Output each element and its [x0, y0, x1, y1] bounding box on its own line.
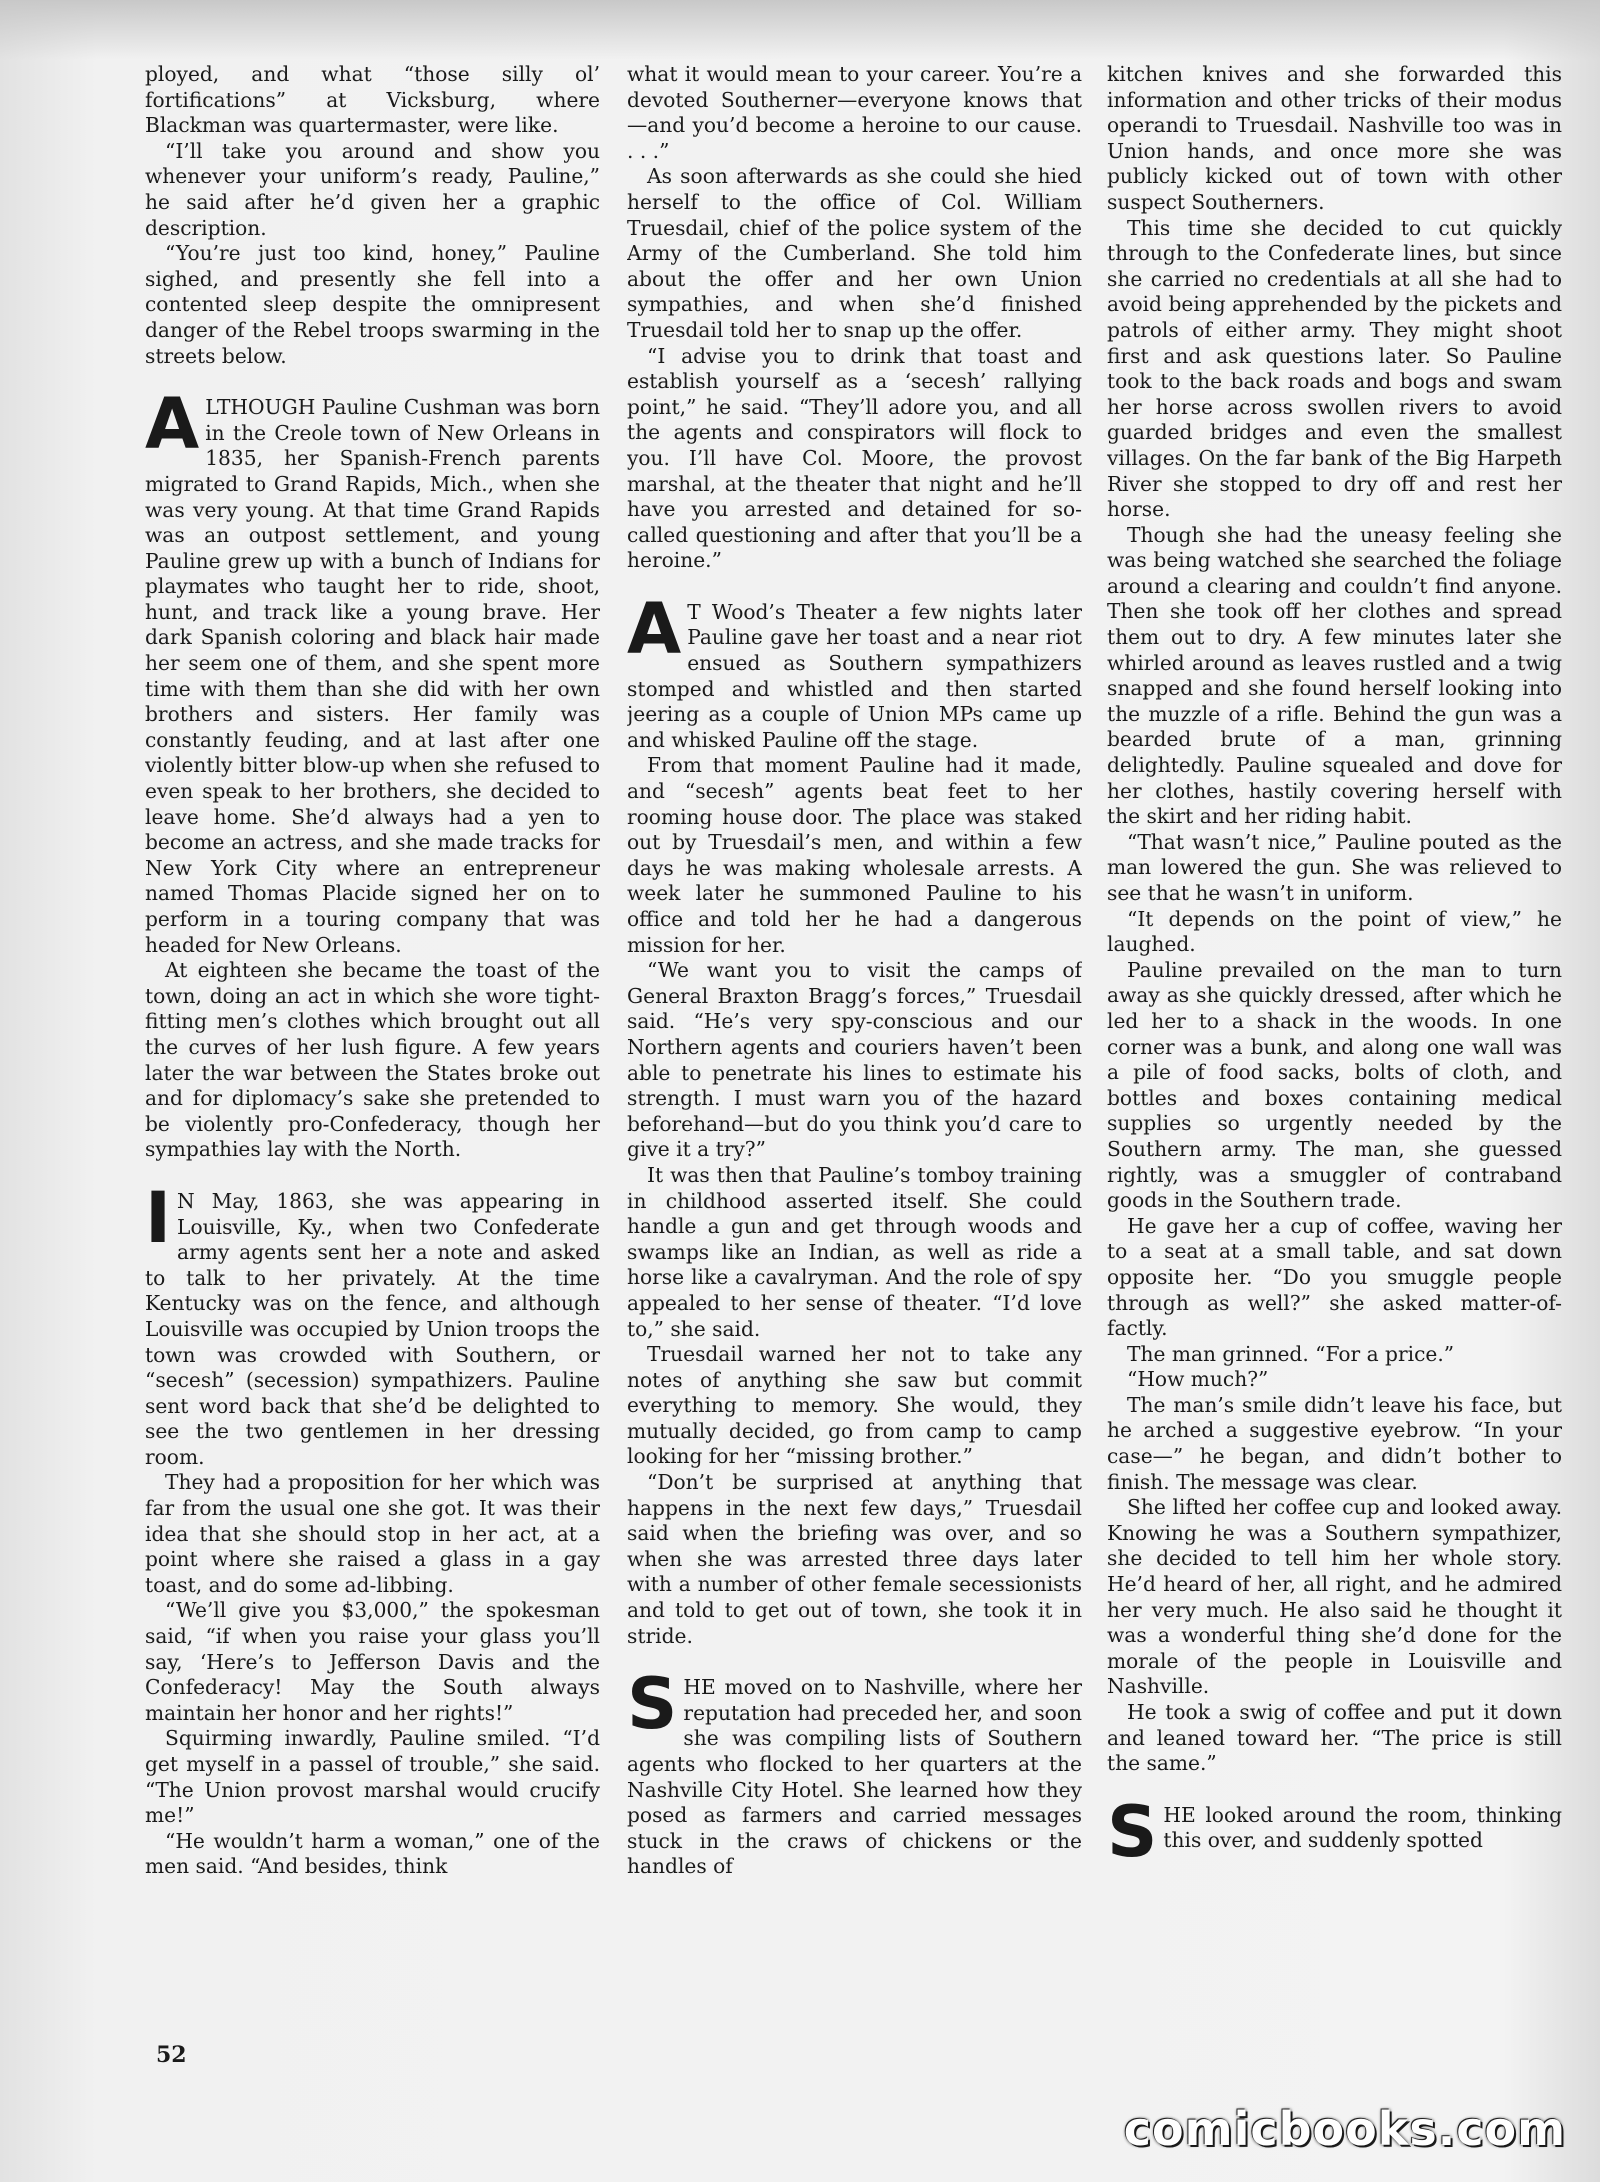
paragraph [627, 587, 1082, 754]
paragraph-text: HE moved on to Nashville, where her reputation had preceded her, and soon she was compiling lists of Southern agents who flocked to her quarters at the Nashville City Hotel. She learned how they posed as farmers and carried messages stuck in the craws of chickens or the handles of [627, 1675, 1082, 1879]
paragraph-text: She lifted her coffee cup and looked away. Knowing he was a Southern sympathizer, she decided to tell him her whole story. He’d heard of her, all right, and he admired her very much. He also said he thought it was a wonderful thing she’d done for the morale of the people in Louisville and Nashville. [1107, 1495, 1562, 1699]
paragraph-text: They had a proposition for her which was far from the usual one she got. It was their idea that she should stop in her act, at a point where she raised a glass in a gay toast, and do some ad-libbing. [145, 1470, 600, 1597]
paragraph [627, 1163, 1082, 1342]
drop-cap: A [145, 383, 200, 466]
page-number: 52 [156, 2042, 187, 2068]
paragraph-text: As soon afterwards as she could she hied herself to the office of Col. William Truesdail, chief of the police system of the Army of the Cumberland. She told him about the offer and her own Union sympathies, and when she’d finished Truesdail told her to snap up the offer. [627, 164, 1082, 342]
text-column-1 [145, 62, 600, 2062]
paragraph-text: T Wood’s Theater a few nights later Pauline gave her toast and a near riot ensued as Southern sympathizers stomped and whistled and then started jeering as a couple of Union MPs came up and whisked Pauline off the stage. [627, 599, 1082, 752]
paragraph [1107, 1495, 1562, 1700]
paragraph-text: The man’s smile didn’t leave his face, but he arched a suggestive eyebrow. “In your case—” he began, and didn’t bother to finish. The message was clear. [1107, 1392, 1562, 1494]
paragraph [627, 1342, 1082, 1470]
paragraph-text: “I’ll take you around and show you whenever your uniform’s ready, Pauline,” he said after he’d given her a graphic description. [145, 138, 600, 240]
paragraph [1107, 1367, 1562, 1393]
paragraph [1107, 1214, 1562, 1342]
drop-cap: S [627, 1663, 678, 1746]
paragraph-text: Though she had the uneasy feeling she was being watched she searched the foliage around a clearing and couldn’t find anyone. Then she took off her clothes and spread them out to dry. A few minutes later she whirled around as leaves rustled and a twig snapped and she found herself looking into the muzzle of a rifle. Behind the gun was a bearded brute of a man, grinning delightedly. Pauline squealed and dove for her clothes, hastily covering herself with the skirt and her riding habit. [1107, 522, 1562, 829]
paragraph [1107, 62, 1562, 216]
paragraph-text: Pauline prevailed on the man to turn away as she quickly dressed, after which he led her to a shack in the woods. In one corner was a bunk, and along one wall was a pile of food sacks, bolts of cloth, and bottles and boxes containing medical supplies so urgently needed by the Southern army. The man, she guessed rightly, was a smuggler of contraband goods in the Southern trade. [1107, 957, 1562, 1213]
paragraph [627, 62, 1082, 164]
paragraph [145, 1598, 600, 1726]
paragraph-text: what it would mean to your career. You’re a devoted Southerner—everyone knows that—and you’d become a heroine to our cause. . . .” [627, 62, 1082, 163]
paragraph-text: kitchen knives and she forwarded this information and other tricks of their modus operandi to Truesdail. Nashville too was in Union hands, and once more she was publicly kicked out of town with other suspect Southerners. [1107, 62, 1562, 214]
paragraph [627, 958, 1082, 1163]
paragraph-text: This time she decided to cut quickly through to the Confederate lines, but since she carried no credentials at all she had to avoid being apprehended by the pickets and patrols of either army. They might shoot first and ask questions later. So Pauline took to the back roads and bogs and swam her horse across swollen rivers to avoid guarded bridges and even the smallest villages. On the far bank of the Big Harpeth River she stopped to dry off and rest her horse. [1107, 215, 1562, 522]
text-column-3 [1107, 62, 1562, 2062]
paragraph-text: It was then that Pauline’s tomboy training in childhood asserted itself. She could handle a gun and get through woods and swamps like an Indian, as well as ride a horse like a cavalryman. And the role of spy appealed to her sense of theater. “I’d love to,” she said. [627, 1162, 1082, 1341]
paragraph [627, 1470, 1082, 1649]
drop-cap: I [145, 1176, 172, 1259]
watermark-logo: comicbooks.com [1123, 2102, 1566, 2156]
paragraph-text: “You’re just too kind, honey,” Pauline sighed, and presently she fell into a contented sleep despite the omnipresent danger of the Rebel troops swarming in the streets below. [145, 241, 600, 368]
paragraph-text: “He wouldn’t harm a woman,” one of the men said. “And besides, think [145, 1828, 600, 1879]
paragraph-text: At eighteen she became the toast of the town, doing an act in which she wore tight-fitting men’s clothes which brought out all the curves of her lush figure. A few years later the war between the States broke out and for diplomacy’s sake she pretended to be violently pro-Confederacy, though her sympathies lay with the North. [145, 958, 600, 1162]
paragraph [1107, 1342, 1562, 1368]
paragraph-text: He gave her a cup of coffee, waving her to a seat at a small table, and sat down opposite her. “Do you smuggle people through as well?” she asked matter-of-factly. [1107, 1213, 1562, 1341]
paragraph-text: Truesdail warned her not to take any notes of anything she saw but commit everything to memory. She would, they mutually decided, go from camp to camp looking for her “missing brother.” [627, 1342, 1082, 1469]
paragraph [627, 1663, 1082, 1880]
paragraph [1107, 907, 1562, 958]
paragraph [627, 753, 1082, 958]
paragraph [1107, 958, 1562, 1214]
paragraph [1107, 1700, 1562, 1777]
paragraph [1107, 1790, 1562, 1873]
paragraph-text: He took a swig of coffee and put it down and leaned toward her. “The price is still the same.” [1107, 1700, 1562, 1776]
paragraph [1107, 523, 1562, 830]
paragraph-text: “Don’t be surprised at anything that happens in the next few days,” Truesdail said when the briefing was over, and so when she was arrested three days later with a number of other female secessionists and told to get out of town, she took it in stride. [627, 1470, 1082, 1648]
paragraph [145, 62, 600, 139]
paragraph-text: “How much?” [1127, 1367, 1269, 1392]
drop-cap: S [1107, 1790, 1158, 1873]
paragraph-text: N May, 1863, she was appearing in Louisville, Ky., when two Confederate army agents sent her a note and asked to talk to her privately. At the time Kentucky was on the fence, and although Louisville was occupied by Union troops the town was crowded with Southern, or “secesh” (secession) sympathizers. Pauline sent word back that she’d be delighted to see the two gentlemen in her dressing room. [145, 1188, 600, 1469]
paragraph [145, 1726, 600, 1828]
drop-cap: A [627, 587, 682, 670]
paragraph-text: The man grinned. “For a price.” [1127, 1341, 1455, 1366]
paragraph [627, 344, 1082, 574]
paragraph-text: “It depends on the point of view,” he laughed. [1107, 906, 1562, 957]
paragraph-text: “We’ll give you $3,000,” the spokesman said, “if when you raise your glass you’ll say, ‘Here’s to Jefferson Davis and the Confederacy! May the South always maintain her honor and her rights!” [145, 1598, 600, 1725]
scan-shadow [0, 0, 1600, 60]
paragraph-text: “I advise you to drink that toast and establish yourself as a ‘secesh’ rallying point,” he said. “They’ll adore you, and all the agents and conspirators will flock to you. I’ll have Col. Moore, the provost marshal, at the theater that night and he’ll have you arrested and detained for so-called questioning and after that you’ll be a heroine.” [627, 343, 1082, 573]
paragraph [145, 958, 600, 1163]
paragraph-text: “That wasn’t nice,” Pauline pouted as the man lowered the gun. She was relieved to see that he wasn’t in uniform. [1107, 829, 1562, 905]
paragraph [627, 164, 1082, 343]
paragraph [1107, 216, 1562, 523]
paragraph [1107, 830, 1562, 907]
paragraph [145, 139, 600, 241]
paragraph [145, 1470, 600, 1598]
text-column-2 [627, 62, 1082, 2062]
paragraph-text: ployed, and what “those silly ol’ fortifications” at Vicksburg, where Blackman was quartermaster, were like. [145, 62, 600, 138]
paragraph [145, 241, 600, 369]
paragraph [145, 1829, 600, 1880]
paragraph [1107, 1393, 1562, 1495]
paragraph-text: LTHOUGH Pauline Cushman was born in the Creole town of New Orleans in 1835, her Spanish-French parents migrated to Grand Rapids, Mich., when she was very young. At that time Grand Rapids was an outpost settlement, and young Pauline grew up with a bunch of Indians for playmates who taught her to ride, shoot, hunt, and track like a young brave. Her dark Spanish coloring and black hair made her seem one of them, and she spent more time with them than she did with her own brothers and sisters. Her family was constantly feuding, and at last after one violently bitter blow-up when she refused to even speak to her brothers, she decided to leave home. She’d always had a yen to become an actress, and she made tracks for New York City where an entrepreneur named Thomas Placide signed her on to perform in a touring company that was headed for New Orleans. [145, 395, 600, 957]
paragraph-text: HE looked around the room, thinking this over, and suddenly spotted [1163, 1802, 1562, 1853]
paragraph [145, 1176, 600, 1471]
paragraph-text: Squirming inwardly, Pauline smiled. “I’d get myself in a passel of trouble,” she said. “The Union provost marshal would crucify me!” [145, 1726, 600, 1828]
paragraph-text: “We want you to visit the camps of General Braxton Bragg’s forces,” Truesdail said. “He’s very spy-conscious and our Northern agents and couriers haven’t been able to penetrate his lines to estimate his strength. I must warn you of the hazard beforehand—but do you think you’d care to give it a try?” [627, 958, 1082, 1162]
paragraph [145, 383, 600, 958]
paragraph-text: From that moment Pauline had it made, and “secesh” agents beat feet to her rooming house door. The place was staked out by Truesdail’s men, and within a few days he was making wholesale arrests. A week later he summoned Pauline to his office and told her he had a dangerous mission for her. [627, 753, 1082, 957]
